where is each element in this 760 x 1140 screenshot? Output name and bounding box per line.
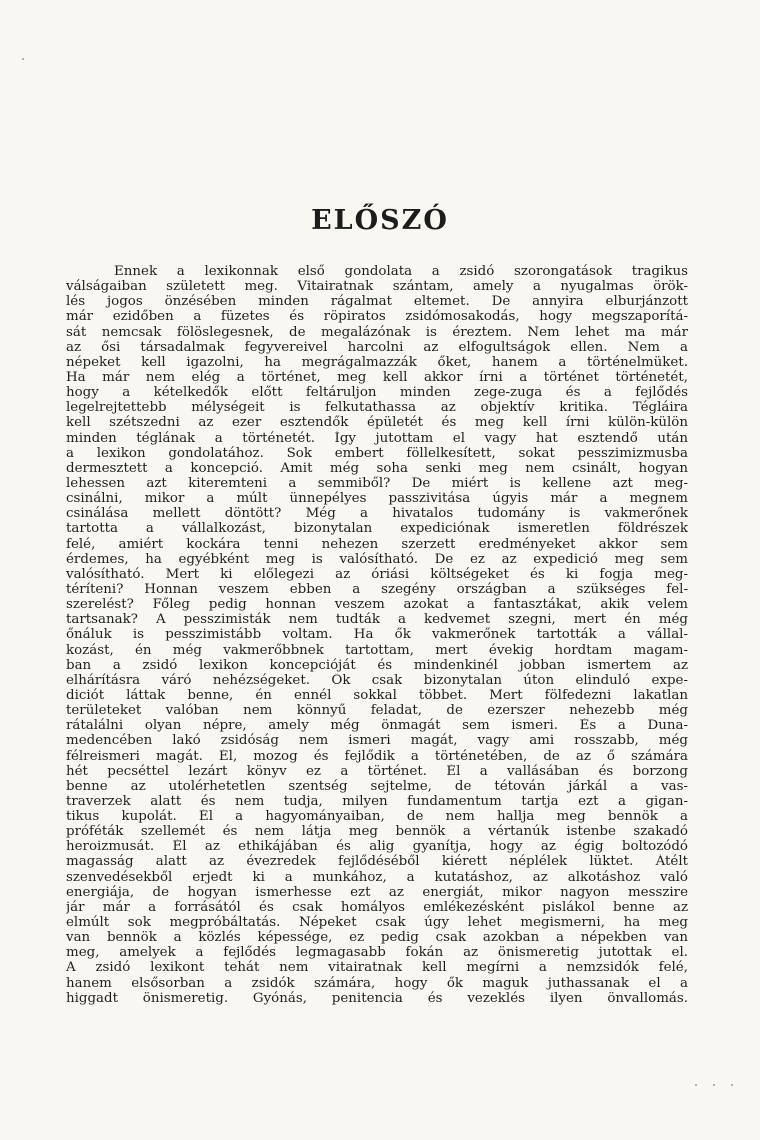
page-speck [22,58,24,60]
text-line: minden téglának a történetét. Így jutottam el vagy hat esztendő után [66,430,688,446]
preface-text [66,264,688,1006]
text-line: lés jogos önzésében minden rágalmat eltemet. De annyira elburjánzott [66,294,688,310]
text-line: elhárításra váró nehézségeket. Ők csak bizonytalan úton elinduló expe- [66,672,688,688]
text-line: valósítható. Mert ki előlegezi az óriási költségeket és ki fogja meg- [66,566,688,582]
text-line: legelrejtettebb mélységeit is felkutathassa az objektív kritika. Tégláira [66,400,688,416]
text-line: van bennök a közlés képessége, ez pedig csak azokban a népekben van [66,930,688,946]
text-line: szerelést? Főleg pedig honnan veszem azokat a fantasztákat, akik velem [66,597,688,613]
text-line: csinálása mellett döntött? Még a hivatalos tudomány is vakmerőnek [66,506,688,522]
text-line: tikus kupolát. Él a hagyományaiban, de nem hallja meg bennök a [66,809,688,825]
text-line: A zsidó lexikont tehát nem vitairatnak kell megírni a nemzsidók felé, [66,960,688,976]
text-line: érdemes, ha egyébként meg is valósítható. De ez az expedició meg sem [66,551,688,567]
text-line: elmúlt sok megpróbáltatás. Népeket csak úgy lehet megismerni, ha meg [66,915,688,931]
text-line: ban a zsidó lexikon koncepcióját és mindenkinél jobban ismertem az [66,657,688,673]
text-line: traverzek alatt és nem tudja, milyen fundamentum tartja ezt a gigan- [66,793,688,809]
text-line: már ezidőben a füzetes és röpiratos zsidómosakodás, hogy megszaporítá- [66,309,688,325]
text-line: diciót láttak benne, én ennél sokkal többet. Mert fölfedezni lakatlan [66,687,688,703]
text-line: energiája, de hogyan ismerhesse ezt az energiát, mikor nagyon messzire [66,884,688,900]
text-line: medencében lakó zsidóság nem ismeri magát, vagy ami rosszabb, még [66,733,688,749]
text-line: csinálni, mikor a múlt ünnepélyes passzivitása úgyis már a megnem [66,491,688,507]
text-line: felé, amiért kockára tenni nehezen szerzett eredményeket akkor sem [66,536,688,552]
text-line: népeket kell igazolni, ha megrágalmazzák őket, hanem a történelmüket. [66,354,688,370]
text-line: szenvedésekből erjedt ki a munkához, a kutatáshoz, az alkotáshoz való [66,869,688,885]
text-line: őnáluk is pesszimistább voltam. Ha ők vakmerőnek tartották a vállal- [66,627,688,643]
text-line: az ősi társadalmak fegyvereivel harcolni az elfogultságok ellen. Nem a [66,339,688,355]
text-line: válságaiban született meg. Vitairatnak szántam, amely a nyugalmas örök- [66,279,688,295]
text-line: kozást, én még vakmerőbbnek tartottam, mert évekig hordtam magam- [66,642,688,658]
text-line: területeket valóban nem könnyű feladat, de ezerszer nehezebb még [66,703,688,719]
chapter-title: ELŐSZÓ [311,205,449,236]
text-line: a lexikon gondolatához. Sok embert föllelkesített, sokat pesszimizmusba [66,445,688,461]
text-line: Ha már nem elég a történet, meg kell akkor írni a történet történetét, [66,369,688,385]
page-speck [713,1084,715,1086]
page-speck [731,1084,733,1086]
text-line: hét pecséttel lezárt könyv ez a történet. Él a vallásában és borzong [66,763,688,779]
text-line: dermesztett a koncepció. Amit még soha senki meg nem csinált, hogyan [66,460,688,476]
text-line: tartotta a vállalkozást, bizonytalan expediciónak ismeretlen földrészek [66,521,688,537]
page-speck [695,1084,697,1086]
text-line: hogy a kételkedők előtt feltáruljon minden zege-zuga és a fejlődés [66,385,688,401]
text-line: magasság alatt az évezredek fejlődéséből kiérett néplélek lüktet. Átélt [66,854,688,870]
text-line: lehessen azt kiteremteni a semmiből? De miért is kellene azt meg- [66,475,688,491]
text-line: rátalálni olyan népre, amely még önmagát sem ismeri. És a Duna- [66,718,688,734]
text-line: próféták szellemét és nem látja meg bennök a vértanúk istenbe szakadó [66,824,688,840]
text-line: kell szétszedni az ezer esztendők épületét és meg kell írni külön-külön [66,415,688,431]
text-line: tartsanak? A pesszimisták nem tudták a kedvemet szegni, mert én még [66,612,688,628]
text-line: jár már a forrásától és csak homályos emlékezésként pislákol benne az [66,899,688,915]
text-line: heroizmusát. Él az ethikájában és alig gyanítja, hogy az égig boltozódó [66,839,688,855]
text-line: sát nemcsak fölöslegesnek, de megalázónak is éreztem. Nem lehet ma már [66,324,688,340]
text-line: benne az utolérhetetlen szentség sejtelme, de tétován járkál a vas- [66,778,688,794]
text-line: téríteni? Honnan veszem ebben a szegény országban a szükséges fel- [66,581,688,597]
text-line: Ennek a lexikonnak első gondolata a zsidó szorongatások tragikus [114,264,688,279]
text-line: félreismeri magát. Él, mozog és fejlődik a történetében, de az ő számára [66,748,688,764]
text-line: higgadt önismeretig. Gyónás, penitencia és vezeklés ilyen önvallomás. [66,990,688,1006]
text-line: hanem elsősorban a zsidók számára, hogy ők maguk juthassanak el a [66,975,688,991]
text-line: meg, amelyek a fejlődés legmagasabb fokán az önismeretig jutottak el. [66,945,688,961]
